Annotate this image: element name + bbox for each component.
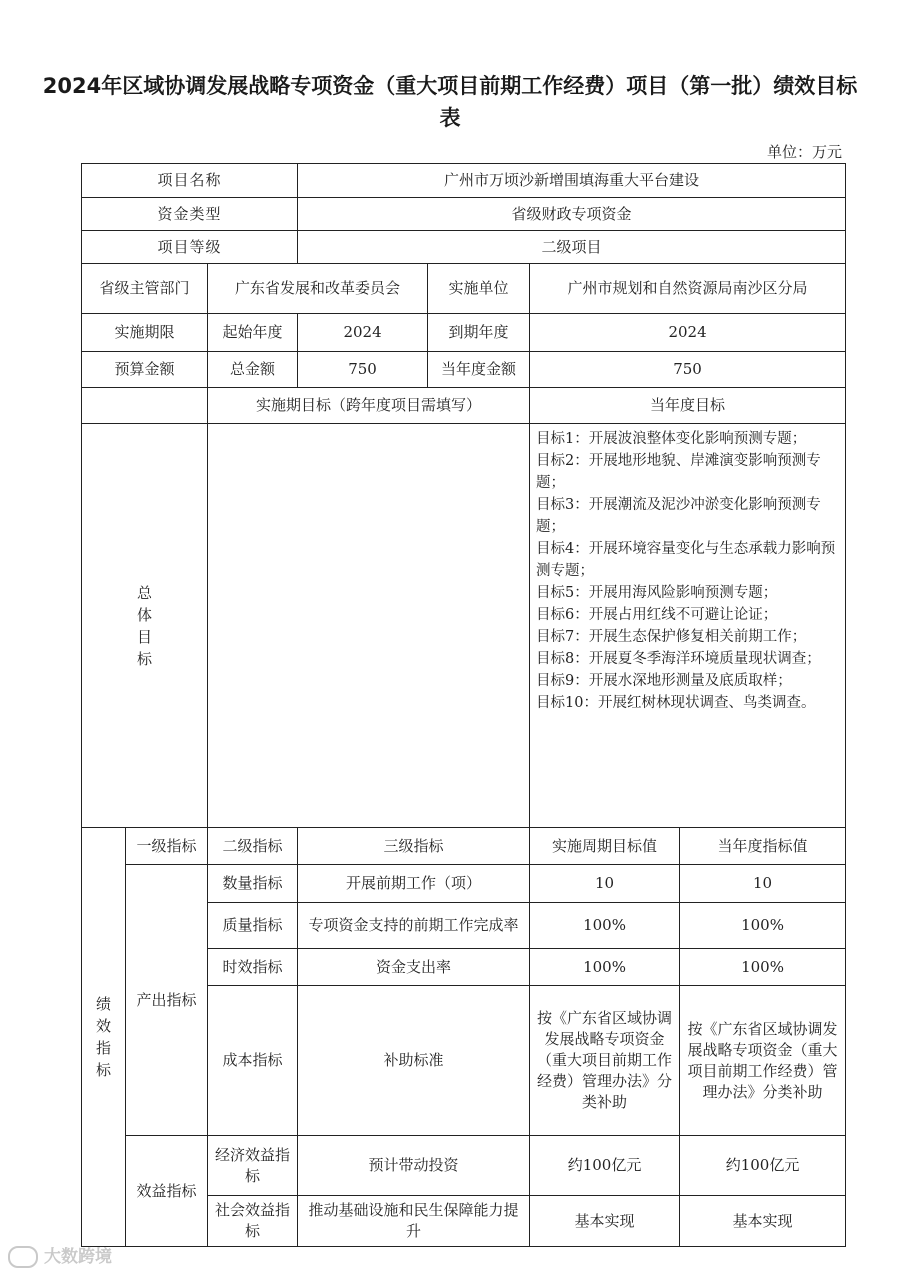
project-level-label: 项目等级 bbox=[82, 231, 298, 264]
impl-unit-value: 广州市规划和自然资源局南沙区分局 bbox=[530, 264, 846, 314]
project-name-value: 广州市万顷沙新增围填海重大平台建设 bbox=[298, 164, 846, 198]
indicator-level3: 推动基础设施和民生保障能力提升 bbox=[298, 1196, 530, 1247]
indicator-year-value: 基本实现 bbox=[680, 1196, 846, 1247]
total-value: 750 bbox=[298, 352, 428, 388]
year-target-header: 当年度指标值 bbox=[680, 828, 846, 865]
period-target-header: 实施周期目标值 bbox=[530, 828, 680, 865]
goal-item: 目标9：开展水深地形测量及底质取样； bbox=[536, 673, 792, 689]
goal-item: 目标1：开展波浪整体变化影响预测专题； bbox=[536, 431, 807, 447]
indicator-year-value: 10 bbox=[680, 865, 846, 903]
indicator-level3: 预计带动投资 bbox=[298, 1136, 530, 1196]
impl-unit-label: 实施单位 bbox=[428, 264, 530, 314]
goal-item: 目标4：开展环境容量变化与生态承载力影响预测专题； bbox=[536, 541, 836, 579]
goal-item: 目标3：开展潮流及泥沙冲淤变化影响预测专题； bbox=[536, 497, 821, 535]
row-budget bbox=[82, 352, 846, 388]
goal-item: 目标5：开展用海风险影响预测专题； bbox=[536, 585, 778, 601]
indicator-period-value: 基本实现 bbox=[530, 1196, 680, 1247]
level2-header: 二级指标 bbox=[208, 828, 298, 865]
current-value: 750 bbox=[530, 352, 846, 388]
performance-table bbox=[81, 163, 846, 1247]
benefit-indicator-label: 效益指标 bbox=[126, 1136, 208, 1247]
period-goal-text bbox=[208, 424, 530, 828]
indicator-year-value: 100% bbox=[680, 903, 846, 949]
start-year-value: 2024 bbox=[298, 314, 428, 352]
project-level-value: 二级项目 bbox=[298, 231, 846, 264]
level1-header: 一级指标 bbox=[126, 828, 208, 865]
indicator-level2: 成本指标 bbox=[208, 986, 298, 1136]
row-period bbox=[82, 314, 846, 352]
watermark-text: 大数跨境 bbox=[44, 1247, 112, 1267]
end-year-label: 到期年度 bbox=[428, 314, 530, 352]
indicator-level2: 社会效益指标 bbox=[208, 1196, 298, 1247]
level3-header: 三级指标 bbox=[298, 828, 530, 865]
dept-label: 省级主管部门 bbox=[82, 264, 208, 314]
indicator-level2: 时效指标 bbox=[208, 949, 298, 986]
indicator-level3: 开展前期工作（项） bbox=[298, 865, 530, 903]
row-fund-type bbox=[82, 198, 846, 231]
year-goal-list bbox=[530, 424, 846, 828]
unit-label: 单位：万元 bbox=[766, 143, 842, 161]
table-row bbox=[82, 865, 846, 903]
indicator-level3: 补助标准 bbox=[298, 986, 530, 1136]
start-year-label: 起始年度 bbox=[208, 314, 298, 352]
indicator-period-value: 按《广东省区域协调发展战略专项资金（重大项目前期工作经费）管理办法》分类补助 bbox=[530, 986, 680, 1136]
watermark bbox=[8, 1242, 112, 1268]
output-indicator-label: 产出指标 bbox=[126, 865, 208, 1136]
goal-item: 目标8：开展夏冬季海洋环境质量现状调查； bbox=[536, 651, 821, 667]
indicator-period-value: 约100亿元 bbox=[530, 1136, 680, 1196]
indicator-year-value: 100% bbox=[680, 949, 846, 986]
dept-value: 广东省发展和改革委员会 bbox=[208, 264, 428, 314]
row-goal-headers bbox=[82, 388, 846, 424]
indicator-period-value: 10 bbox=[530, 865, 680, 903]
indicator-year-value: 按《广东省区域协调发展战略专项资金（重大项目前期工作经费）管理办法》分类补助 bbox=[680, 986, 846, 1136]
goal-header-blank bbox=[82, 388, 208, 424]
watermark-logo-icon bbox=[8, 1246, 38, 1268]
fund-type-label: 资金类型 bbox=[82, 198, 298, 231]
project-name-label: 项目名称 bbox=[82, 164, 298, 198]
page-title: 2024年区域协调发展战略专项资金（重大项目前期工作经费）项目（第一批）绩效目标表 bbox=[42, 74, 858, 130]
indicator-year-value: 约100亿元 bbox=[680, 1136, 846, 1196]
goal-item: 目标2：开展地形地貌、岸滩演变影响预测专题； bbox=[536, 453, 821, 491]
row-indicator-headers bbox=[82, 828, 846, 865]
goal-item: 目标6：开展占用红线不可避让论证； bbox=[536, 607, 778, 623]
indicator-period-value: 100% bbox=[530, 949, 680, 986]
row-project-level bbox=[82, 231, 846, 264]
indicator-level3: 专项资金支持的前期工作完成率 bbox=[298, 903, 530, 949]
row-overall-goals bbox=[82, 424, 846, 828]
end-year-value: 2024 bbox=[530, 314, 846, 352]
indicator-level2: 质量指标 bbox=[208, 903, 298, 949]
indicator-level2: 经济效益指标 bbox=[208, 1136, 298, 1196]
period-goal-header: 实施期目标（跨年度项目需填写） bbox=[208, 388, 530, 424]
overall-goal-label: 总体目标 bbox=[82, 424, 208, 828]
indicator-level3: 资金支出率 bbox=[298, 949, 530, 986]
goal-item: 目标10：开展红树林现状调查、鸟类调查。 bbox=[536, 695, 816, 711]
row-project-name bbox=[82, 164, 846, 198]
row-dept bbox=[82, 264, 846, 314]
current-label: 当年度金额 bbox=[428, 352, 530, 388]
year-goal-header: 当年度目标 bbox=[530, 388, 846, 424]
performance-indicator-label: 绩效指标 bbox=[82, 828, 126, 1247]
total-label: 总金额 bbox=[208, 352, 298, 388]
budget-label: 预算金额 bbox=[82, 352, 208, 388]
table-row bbox=[82, 1136, 846, 1196]
goal-item: 目标7：开展生态保护修复相关前期工作； bbox=[536, 629, 807, 645]
fund-type-value: 省级财政专项资金 bbox=[298, 198, 846, 231]
indicator-period-value: 100% bbox=[530, 903, 680, 949]
period-label: 实施期限 bbox=[82, 314, 208, 352]
indicator-level2: 数量指标 bbox=[208, 865, 298, 903]
